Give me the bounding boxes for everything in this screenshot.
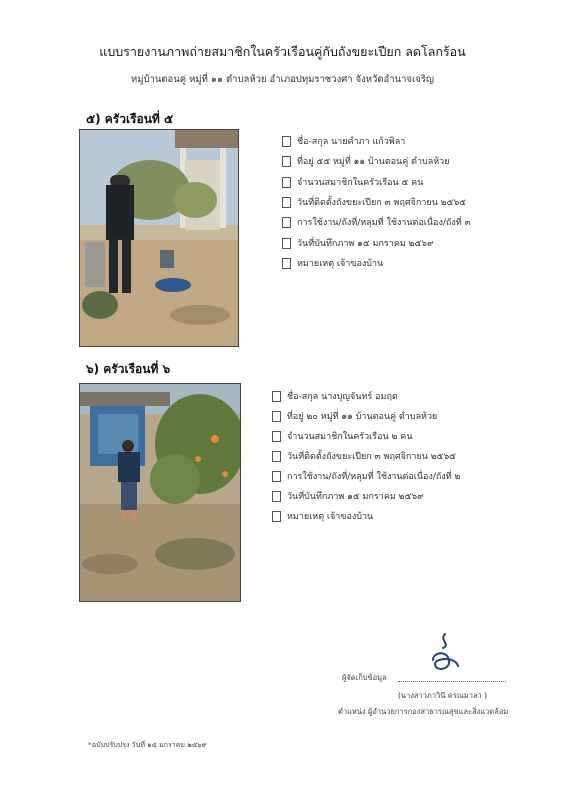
household-6-heading: ๖) ครัวเรือนที่ ๖ [86,362,171,376]
checkbox[interactable] [272,471,281,482]
household-5-field: จำนวนสมาชิกในครัวเรือน ๕ คน [282,175,423,189]
checkbox[interactable] [282,136,291,147]
page-title: แบบรายงานภาพถ่ายสมาชิกในครัวเรือนคู่กับถังขยะเปียก ลดโลกร้อน [99,44,466,59]
household-6-field: วันที่ติดตั้งถังขยะเปียก ๓ พฤศจิกายน ๒๕๖๕ [272,449,456,463]
household-5-photo [79,129,239,347]
household-6-field: หมายเหตุ เจ้าของบ้าน [272,509,373,523]
household-6-photo [79,383,241,602]
household-6-field: ชื่อ-สกุล นางบุญจันทร์ อมฤต [272,389,398,403]
household-5-field: วันที่ติดตั้งถังขยะเปียก ๓ พฤศจิกายน ๒๕๖๕ [282,195,466,209]
signature-line [398,681,506,682]
checkbox[interactable] [282,258,291,269]
household-6-info [272,389,552,529]
signature-mark [425,630,465,675]
checkbox[interactable] [272,491,281,502]
signature-position: ตำแหน่ง ผู้อำนวยการกองสาธารณสุขและสิ่งแวดล้อม [338,707,509,716]
household-5-field: การใช้งาน/ถังที่/หลุมที่ ใช้งานต่อเนื่อง/ถังที่ ๓ [282,215,471,229]
footnote: *ฉบับปรับปรุง วันที่ ๑๕ มกราคม ๒๕๖๙ [88,741,207,749]
checkbox[interactable] [272,511,281,522]
household-5-field: ชื่อ-สกุล นายคำภา แก้วพิลา [282,134,405,148]
household-5-field: หมายเหตุ เจ้าของบ้าน [282,256,383,270]
signature-label: ผู้จัดเก็บข้อมูล [342,673,387,682]
checkbox[interactable] [272,431,281,442]
household-6-field: ที่อยู่ ๒๐ หมู่ที่ ๑๑ บ้านตอนคู่ ตำบลห้วย [272,409,437,423]
household-6-field: จำนวนสมาชิกในครัวเรือน ๒ คน [272,429,412,443]
household-5-heading: ๕) ครัวเรือนที่ ๕ [86,112,174,126]
signature-name: (นางสาวภาวินี ครณมาลา ) [398,691,488,700]
checkbox[interactable] [282,197,291,208]
page-subtitle: หมู่บ้านตอนคู่ หมู่ที่ ๑๑ ตำบลห้วย อำเภอปทุมราชวงศา จังหวัดอำนาจเจริญ [130,74,435,85]
household-5-field: วันที่บันทึกภาพ ๑๕ มกราคม ๒๕๖๙ [282,236,434,250]
checkbox[interactable] [282,217,291,228]
household-6-field: การใช้งาน/ถังที่/หลุมที่ ใช้งานต่อเนื่อง/ถังที่ ๒ [272,469,460,483]
household-5-field: ที่อยู่ ๕๕ หมู่ที่ ๑๑ บ้านตอนคู่ ตำบลห้วย [282,154,450,168]
checkbox[interactable] [282,238,291,249]
checkbox[interactable] [272,451,281,462]
checkbox[interactable] [272,391,281,402]
checkbox[interactable] [282,156,291,167]
checkbox[interactable] [272,411,281,422]
household-5-info [282,134,552,274]
checkbox[interactable] [282,177,291,188]
household-6-field: วันที่บันทึกภาพ ๑๕ มกราคม ๒๕๖๙ [272,489,424,503]
